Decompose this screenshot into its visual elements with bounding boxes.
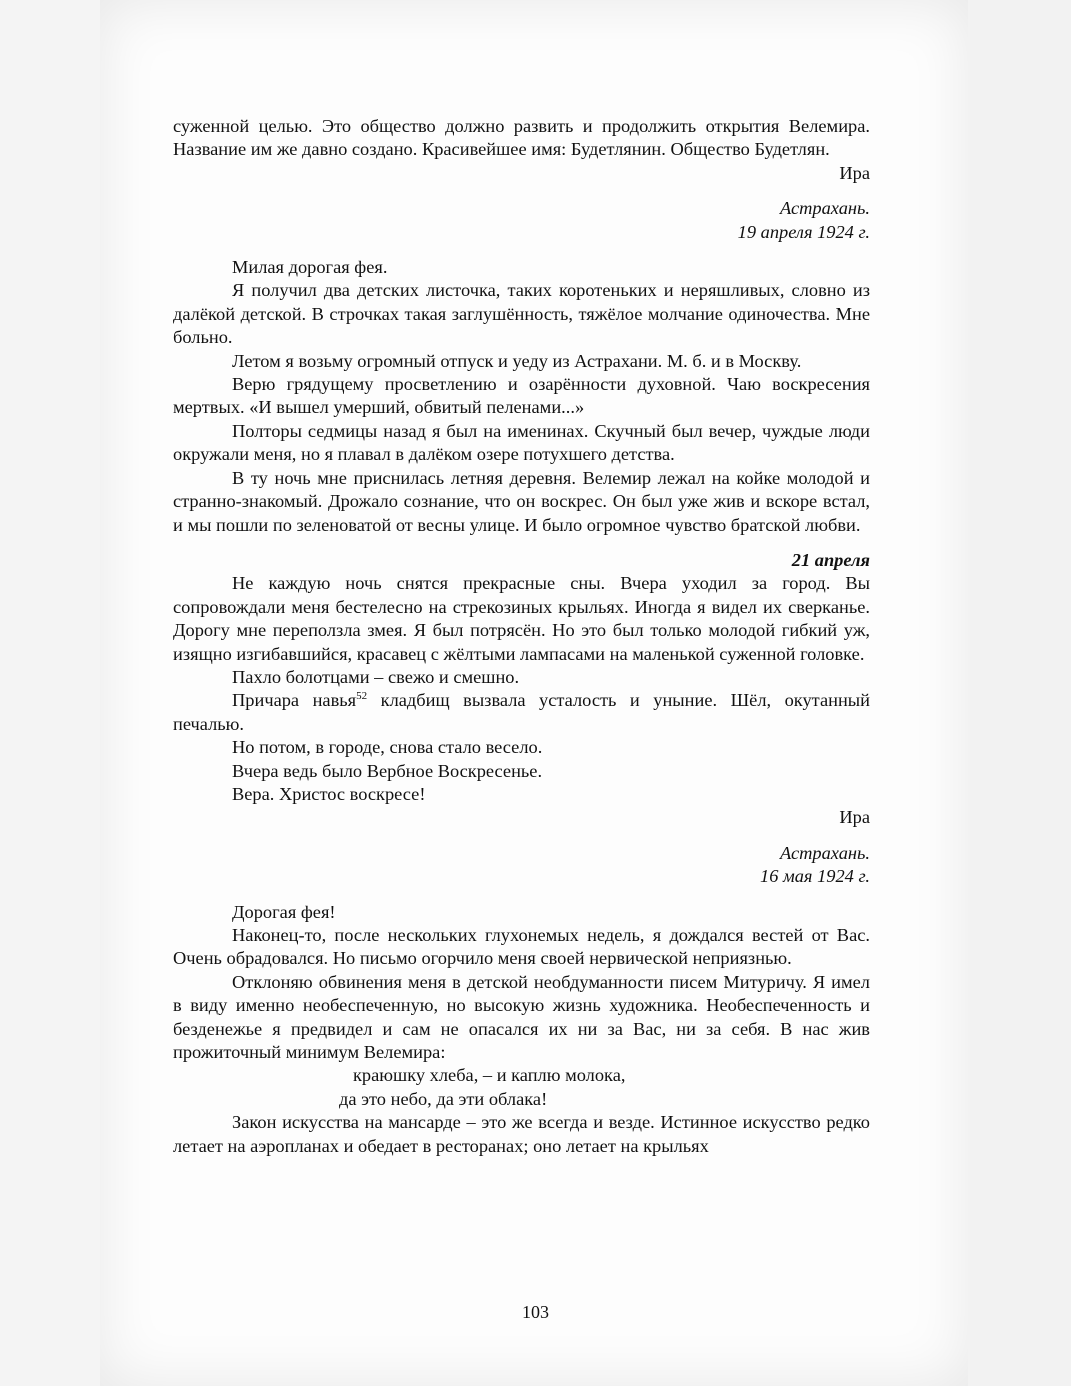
- letter-place-date: Астрахань.: [780, 198, 870, 219]
- footnote-marker: 52: [356, 690, 368, 703]
- paragraph: Верю грядущему просветлению и озарённости духовной. Чаю воскресения мертвых. «И вышел умерший, обвитый пеленами...»: [173, 374, 870, 418]
- spacer: [173, 537, 870, 549]
- spacer: [173, 889, 870, 901]
- paragraph: Пахло болотцами – свежо и смешно.: [232, 666, 520, 687]
- paragraph: Не каждую ночь снятся прекрасные сны. Вчера уходил за город. Вы сопровождали меня бестелесно на стрекозиных крыльях. Иногда я видел их сверканье. Дорогу мне переползла змея. Я был потрясён. Но это был только молодой гибкий уж, изящно изгибавшийся, красавец с жёлтыми лампасами на маленькой суженной головке.: [173, 573, 870, 664]
- paragraph: Милая дорогая фея.: [232, 257, 388, 278]
- paragraph: Вера. Христос воскресе!: [232, 783, 426, 804]
- paragraph-text: кладбищ вызвала усталость и уныние. Шёл, окутанный печалью.: [173, 690, 870, 734]
- paragraph: [173, 689, 870, 736]
- paragraph: Закон искусства на мансарде – это же всегда и везде. Истинное искусство редко летает на аэропланах и обедает в ресторанах; оно летает на крыльях: [173, 1112, 870, 1156]
- letter-place-date: 16 мая 1924 г.: [760, 866, 870, 887]
- page-text: [173, 115, 870, 1158]
- paragraph: суженной целью. Это общество должно развить и продолжить открытия Велемира. Название им же давно создано. Красивейшее имя: Будетлянин. Общество Будетлян.: [173, 116, 870, 160]
- paragraph: Дорогая фея!: [232, 901, 336, 922]
- verse-line: краюшку хлеба, – и каплю молока,: [353, 1065, 626, 1086]
- page-number: 103: [522, 1302, 549, 1322]
- spacer: [173, 244, 870, 256]
- spacer: [173, 185, 870, 197]
- paragraph: Но потом, в городе, снова стало весело.: [232, 737, 543, 758]
- letter-place-date: 19 апреля 1924 г.: [737, 221, 870, 242]
- paragraph: В ту ночь мне приснилась летняя деревня. Велемир лежал на койке молодой и странно-знакомый. Дрожало сознание, что он воскрес. Он был уже жив и вскоре встал, и мы пошли по зеленоватой от весны улице. И было огромное чувство братской любви.: [173, 467, 870, 535]
- paragraph: Летом я возьму огромный отпуск и уеду из Астрахани. М. б. и в Москву.: [232, 350, 802, 371]
- paragraph: Вчера ведь было Вербное Воскресенье.: [232, 760, 543, 781]
- verse-line: да это небо, да эти облака!: [339, 1088, 548, 1109]
- entry-date: 21 апреля: [791, 549, 870, 570]
- paragraph: Отклоняю обвинения меня в детской необдуманности писем Митуричу. Я имел в виду именно необеспеченную, но высокую жизнь художника. Необеспеченность и безденежье я предвидел и сам не опасался их ни за Вас, ни за себя. В нас жив прожиточный минимум Велемира:: [173, 971, 870, 1063]
- paragraph: Я получил два детских листочка, таких коротеньких и неряшливых, словно из далёкой детской. В строчках такая заглушённость, тяжёлое молчание одиночества. Мне больно.: [173, 280, 870, 348]
- signature: Ира: [839, 807, 870, 828]
- page-edge: [968, 0, 1071, 1386]
- spacer: [173, 830, 870, 842]
- paragraph: Наконец-то, после нескольких глухонемых недель, я дождался вестей от Вас. Очень обрадовался. Но письмо огорчило меня своей нервической неприязнью.: [173, 925, 870, 969]
- signature: Ира: [839, 162, 870, 183]
- paragraph-text: Причара навья: [232, 690, 357, 711]
- paragraph: Полторы седмицы назад я был на именинах. Скучный был вечер, чуждые люди окружали меня, но я плавал в далёком озере потухшего детства.: [173, 420, 870, 465]
- letter-place-date: Астрахань.: [780, 842, 870, 863]
